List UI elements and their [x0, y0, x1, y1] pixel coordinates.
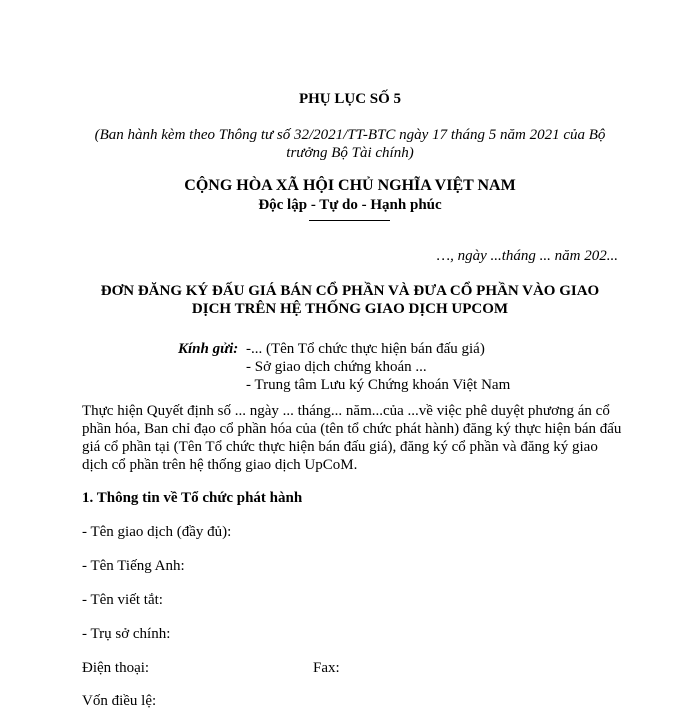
field-charter-capital: Vốn điều lệ: — [82, 693, 157, 709]
form-title-line-1: ĐƠN ĐĂNG KÝ ĐẤU GIÁ BÁN CỔ PHẦN VÀ ĐƯA CỔ PHẦN VÀO GIAO — [100, 283, 600, 299]
nation-heading: CỘNG HÒA XÃ HỘI CHỦ NGHĨA VIỆT NAM — [184, 177, 516, 194]
field-fax: Fax: — [313, 660, 340, 676]
field-abbreviation: - Tên viết tắt: — [82, 592, 163, 608]
body-paragraph-line: giá cổ phần tại (Tên Tổ chức thực hiện bán đấu giá), đăng ký cổ phần và đăng ký giao — [82, 439, 598, 455]
section-1-heading: 1. Thông tin về Tổ chức phát hành — [82, 490, 303, 506]
field-phone: Điện thoại: — [82, 660, 150, 676]
national-motto: Độc lập - Tự do - Hạnh phúc — [258, 197, 442, 213]
recipient-item: -... (Tên Tổ chức thực hiện bán đấu giá) — [246, 341, 485, 357]
issued-by-line-2: trưởng Bộ Tài chính) — [286, 145, 414, 161]
date-line: …, ngày ...tháng ... năm 202... — [436, 248, 618, 264]
body-paragraph-line: Thực hiện Quyết định số ... ngày ... tháng... năm...của ...về việc phê duyệt phương án cổ — [82, 403, 610, 419]
body-paragraph-line: dịch cổ phần trên hệ thống giao dịch UpCoM. — [82, 457, 358, 473]
field-trade-name: - Tên giao dịch (đầy đủ): — [82, 524, 232, 540]
body-paragraph-line: phần hóa, Ban chỉ đạo cổ phần hóa của (tên tổ chức phát hành) đăng ký thực hiện bán đấu — [82, 421, 622, 437]
issued-by-line-1: (Ban hành kèm theo Thông tư số 32/2021/TT-BTC ngày 17 tháng 5 năm 2021 của Bộ — [94, 127, 606, 143]
appendix-title: PHỤ LỤC SỐ 5 — [298, 91, 402, 107]
recipients-label: Kính gửi: — [178, 341, 239, 357]
field-english-name: - Tên Tiếng Anh: — [82, 558, 185, 574]
motto-divider — [309, 220, 390, 221]
recipient-item: - Sở giao dịch chứng khoán ... — [246, 359, 427, 375]
recipient-item: - Trung tâm Lưu ký Chứng khoán Việt Nam — [246, 377, 511, 393]
form-title-line-2: DỊCH TRÊN HỆ THỐNG GIAO DỊCH UPCOM — [191, 301, 509, 317]
field-head-office: - Trụ sở chính: — [82, 626, 171, 642]
body-paragraph — [82, 402, 622, 474]
